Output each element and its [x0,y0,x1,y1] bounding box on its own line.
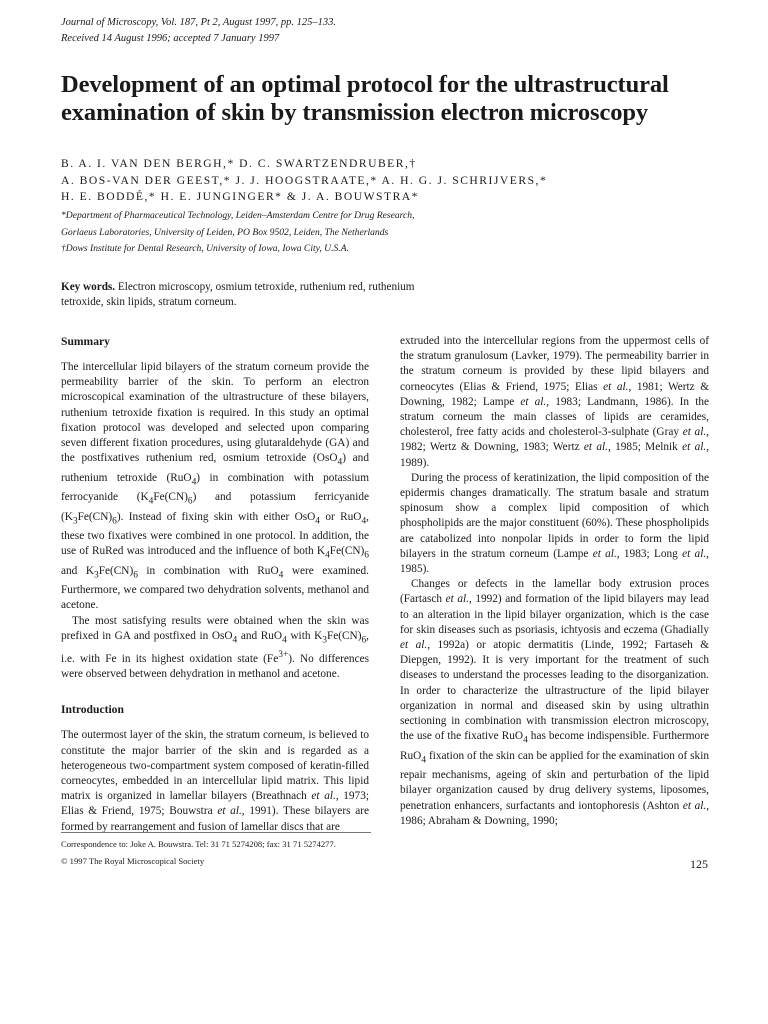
paper-title: Development of an optimal protocol for the ultrastructural examination of skin by transmission electron microscopy [61,71,669,126]
keywords-label: Key words. [61,281,116,293]
left-column [61,334,369,835]
received-dates: Received 14 August 1996; accepted 7 January 1997 [61,33,280,44]
summary-paragraph-1: The intercellular lipid bilayers of the stratum corneum provide the permeability barrier of the skin. To perform an electron microscopical examination of the ultrastructure of these bilayers, ruthenium tetroxide fixation is required. In this study an optimal fixation protocol was developed and selected upon comparing seven different fixation procedures, using glutaraldehyde (GA) and the postfixatives ruthenium red, osmium tetroxide (OsO$_4$) and ruthenium tetroxide (RuO$_4$) in combination with potassium ferrocyanide $(K_4Fe(CN)_6)$ and potassium ferricyanide $(K_3Fe(CN)_6)$. Instead of fixing skin with either OsO$_4$ or RuO$_4$, these two fixatives were combined in one protocol. In addition, the use of RuRed was introduced and the influence of both $K_4Fe(CN)_6$ and $K_3Fe(CN)_6$ in combination with RuO$_4$ were examined. Furthermore, we compared two dehydration solvents, methanol and acetone. [61,361,370,612]
introduction-heading: Introduction [61,703,124,717]
affiliation-line: Gorlaeus Laboratories, University of Leiden, PO Box 9502, Leiden, The Netherlands [61,226,389,238]
keywords [61,280,421,310]
author-line: A. BOS-VAN DER GEEST,* J. J. HOOGSTRAATE,* A. H. G. J. SCHRIJVERS,* [61,173,548,187]
intro-paragraph-2: During the process of keratinization, the lipid composition of the epidermis changes dramatically. The stratum basale and stratum spinosum show a complex lipid composition of which phospholipids are the major constituent (60%). These phospholipids are catabolized into nonpolar lipids in order to form the lipid bilayers in the stratum corneum (Lampe et al., 1983; Long et al., 1985). [400,471,709,576]
affiliation-line: *Department of Pharmaceutical Technology, Leiden–Amsterdam Centre for Drug Research, [61,210,415,221]
intro-paragraph-3: Changes or defects in the lamellar body extrusion proces (Fartasch et al., 1992) and formation of the lipid bilayers may lead to an alteration in the lipid bilayer organization, which is the case for skin diseases such as psoriasis, ichtyosis and eczema (Ghadially et al., 1992a) or atopic dermatitis (Linde, 1992; Fartaseh & Diepgen, 1992). It is very important for the treatment of such diseases to understand the processes leading to the disorganization. In order to characterize the ultrastructure of the lipid bilayer organization in normal and diseased skin by using ultrathin sectioning in combination with transmission electron microscopy, the use of the fixative RuO$_4$ has become indispensible. Furthermore RuO$_4$ fixation of the skin can be applied for the examination of skin repair mechanisms, ageing of skin and perturbation of the lipid bilayer organization caused by drug delivery systems, liposomes, penetration enhancers, surfactants and iontophoresis (Ashton et al., 1986; Abraham & Downing, 1990; [400,578,710,827]
page-number: 125 [690,857,708,871]
affiliation-line: †Dows Institute for Dental Research, University of Iowa, Iowa City, U.S.A. [61,243,349,254]
author-line: B. A. I. VAN DEN BERGH,* D. C. SWARTZENDRUBER,† [61,157,417,170]
right-column [400,334,709,829]
journal-citation: Journal of Microscopy, Vol. 187, Pt 2, August 1997, pp. 125–133. [61,17,337,28]
footnote-divider [61,832,371,833]
summary-heading: Summary [61,335,110,348]
introduction-paragraph-1: The outermost layer of the skin, the stratum corneum, is believed to constitute the major barrier of the skin and is regarded as a heterogeneous two-compartment system composed of keratin-filled corneocytes, embedded in an intercellular lipid matrix. This lipid matrix is organized in lamellar bilayers (Breathnach et al., 1973; Elias & Friend, 1975; Bouwstra et al., 1991). These bilayers are formed by rearrangement and fusion of lamellar discs that are [61,729,369,833]
copyright-notice: © 1997 The Royal Microscopical Society [61,856,205,866]
author-line: H. E. BODDÉ,* H. E. JUNGINGER* & J. A. BOUWSTRA* [61,190,419,203]
affiliations [61,208,721,258]
author-list [61,156,721,206]
summary-paragraph-2: The most satisfying results were obtained when the skin was prefixed in GA and postfixed in OsO$_4$ and RuO$_4$ with $K_3Fe(CN)_6$, i.e. with Fe in its highest oxidation state $(Fe^{3+})$. No differences were observed between dehydration in methanol and acetone. [61,614,369,681]
journal-masthead [61,15,481,47]
keywords-text: Electron microscopy, osmium tetroxide, ruthenium red, ruthenium tetroxide, skin lipids, stratum corneum. [61,281,415,308]
correspondence-note: Correspondence to: Joke A. Bouwstra. Tel: 31 71 5274208; fax: 31 71 5274277. [61,839,336,849]
intro-paragraph-continued: extruded into the intercellular regions from the uppermost cells of the stratum granulosum (Lavker, 1979). The permeability barrier in the stratum corneum is provided by these lipid bilayers and corneocytes (Elias & Friend, 1975; Elias et al., 1981; Wertz & Downing, 1982; Lampe et al., 1983; Landmann, 1986). In the stratum corneum the main classes of lipids are ceramides, cholesterol, free fatty acids and cholesterol-3-sulphate (Gray et al., 1982; Wertz & Downing, 1983; Wertz et al., 1985; Melnik et al., 1989). [400,335,710,469]
